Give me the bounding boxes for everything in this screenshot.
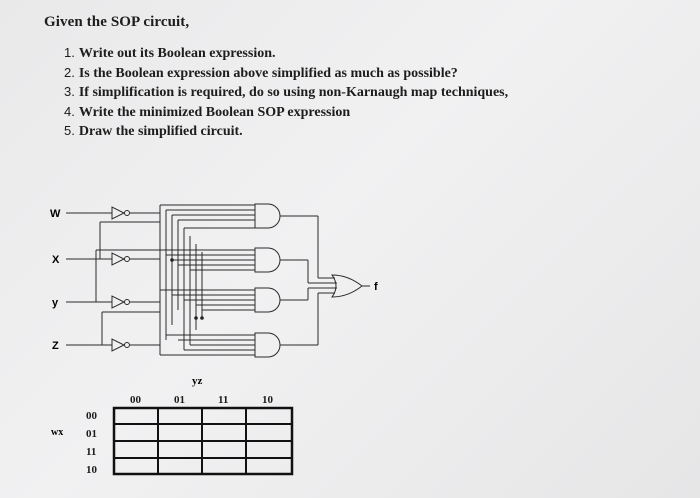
kmap-col-header: 10: [262, 394, 273, 406]
page-title: Given the SOP circuit,: [44, 14, 190, 30]
input-label-z: Z: [52, 340, 59, 352]
kmap-row-header: 00: [86, 410, 97, 422]
inverter-z: [112, 339, 130, 351]
task-text: Is the Boolean expression above simplified as much as possible?: [78, 65, 458, 81]
task-text: If simplification is required, do so using non-Karnaugh map techniques,: [78, 85, 509, 100]
task-item: [64, 44, 508, 64]
or-gate: [332, 275, 362, 297]
task-text: Write out its Boolean expression.: [78, 46, 276, 61]
inverter-x: [112, 253, 130, 265]
task-number: 1.: [64, 45, 75, 60]
task-list: [64, 44, 508, 142]
input-label-y: y: [52, 297, 59, 309]
task-item: [64, 122, 508, 142]
and-gate-3: [255, 288, 280, 312]
kmap-row-variable: wx: [51, 427, 64, 438]
task-number: 2.: [64, 64, 75, 80]
inverter-w: [112, 207, 130, 219]
and-gate-4: [255, 333, 280, 357]
inverter-y: [112, 296, 130, 308]
task-item: [64, 83, 508, 103]
input-label-x: X: [52, 254, 60, 266]
output-label-f: f: [374, 281, 378, 293]
task-number: 4.: [64, 103, 75, 119]
task-item: [64, 103, 508, 123]
kmap-row-header: 10: [86, 464, 97, 476]
karnaugh-map: [40, 368, 300, 478]
kmap-col-header: 11: [218, 394, 229, 406]
task-text: Write the minimized Boolean SOP expression: [78, 104, 351, 120]
kmap-row-header: 11: [86, 446, 97, 458]
sop-circuit-diagram: [0, 190, 420, 365]
kmap-row-header: 01: [86, 428, 97, 440]
task-number: 5.: [64, 123, 75, 138]
and-gate-2: [255, 248, 280, 272]
task-item: [64, 64, 508, 84]
and-gate-1: [255, 204, 280, 228]
task-text: Draw the simplified circuit.: [78, 124, 243, 139]
input-label-w: W: [50, 208, 61, 220]
kmap-col-header: 00: [130, 394, 141, 406]
task-number: 3.: [64, 84, 75, 99]
kmap-col-variable: yz: [192, 375, 203, 387]
kmap-col-header: 01: [174, 394, 185, 406]
